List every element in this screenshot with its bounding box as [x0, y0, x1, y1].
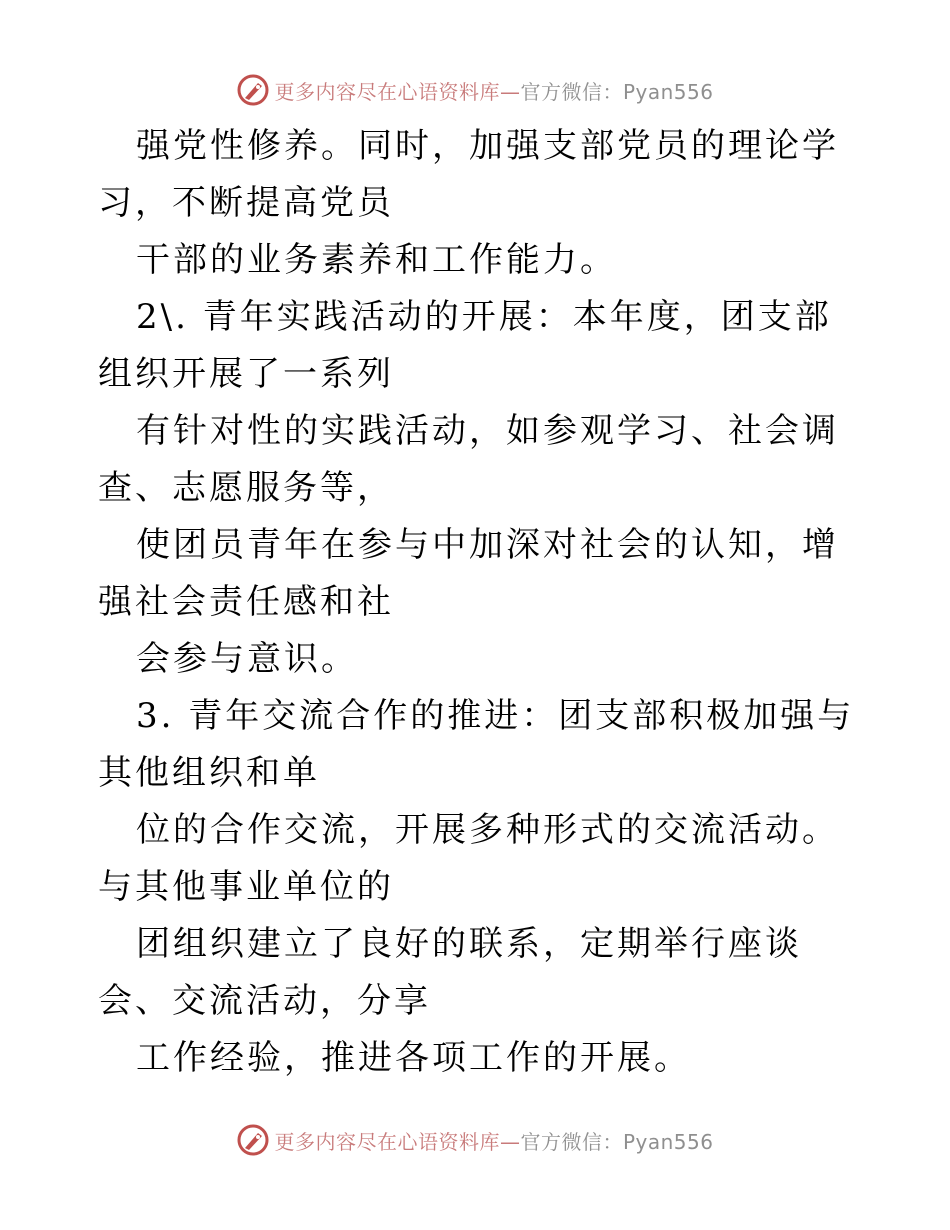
pen-nib-logo-icon — [236, 1123, 270, 1157]
document-body — [98, 118, 858, 1087]
paragraph-3: 2\. 青年实践活动的开展：本年度，团支部组织开展了一系列 — [98, 297, 832, 394]
footer-banner-site: 更多内容尽在心语资料库— — [274, 1129, 521, 1154]
paragraph-2: 干部的业务素养和工作能力。 — [136, 240, 617, 280]
paragraph-1: 强党性修养。同时，加强支部党员的理论学习，不断提高党员 — [98, 126, 839, 223]
header-banner-text — [274, 76, 713, 105]
paragraph-4: 有针对性的实践活动，如参观学习、社会调查、志愿服务等， — [98, 411, 839, 508]
paragraph-7: 3. 青年交流合作的推进：团支部积极加强与其他组织和单 — [98, 696, 855, 793]
pen-nib-logo-icon — [236, 73, 270, 107]
paragraph-6: 会参与意识。 — [136, 639, 358, 679]
header-watermark-banner — [0, 70, 950, 110]
paragraph-9: 团组织建立了良好的联系，定期举行座谈会、交流活动，分享 — [98, 924, 802, 1021]
paragraph-10: 工作经验，推进各项工作的开展。 — [136, 1038, 691, 1078]
paragraph-8: 位的合作交流，开展多种形式的交流活动。与其他事业单位的 — [98, 810, 839, 907]
paragraph-5: 使团员青年在参与中加深对社会的认知，增强社会责任感和社 — [98, 525, 839, 622]
footer-watermark-banner — [0, 1120, 950, 1160]
footer-banner-wechat: 官方微信：Pyan556 — [520, 1129, 714, 1154]
footer-banner-text — [274, 1126, 713, 1155]
header-banner-wechat: 官方微信：Pyan556 — [520, 79, 714, 104]
header-banner-site: 更多内容尽在心语资料库— — [274, 79, 521, 104]
